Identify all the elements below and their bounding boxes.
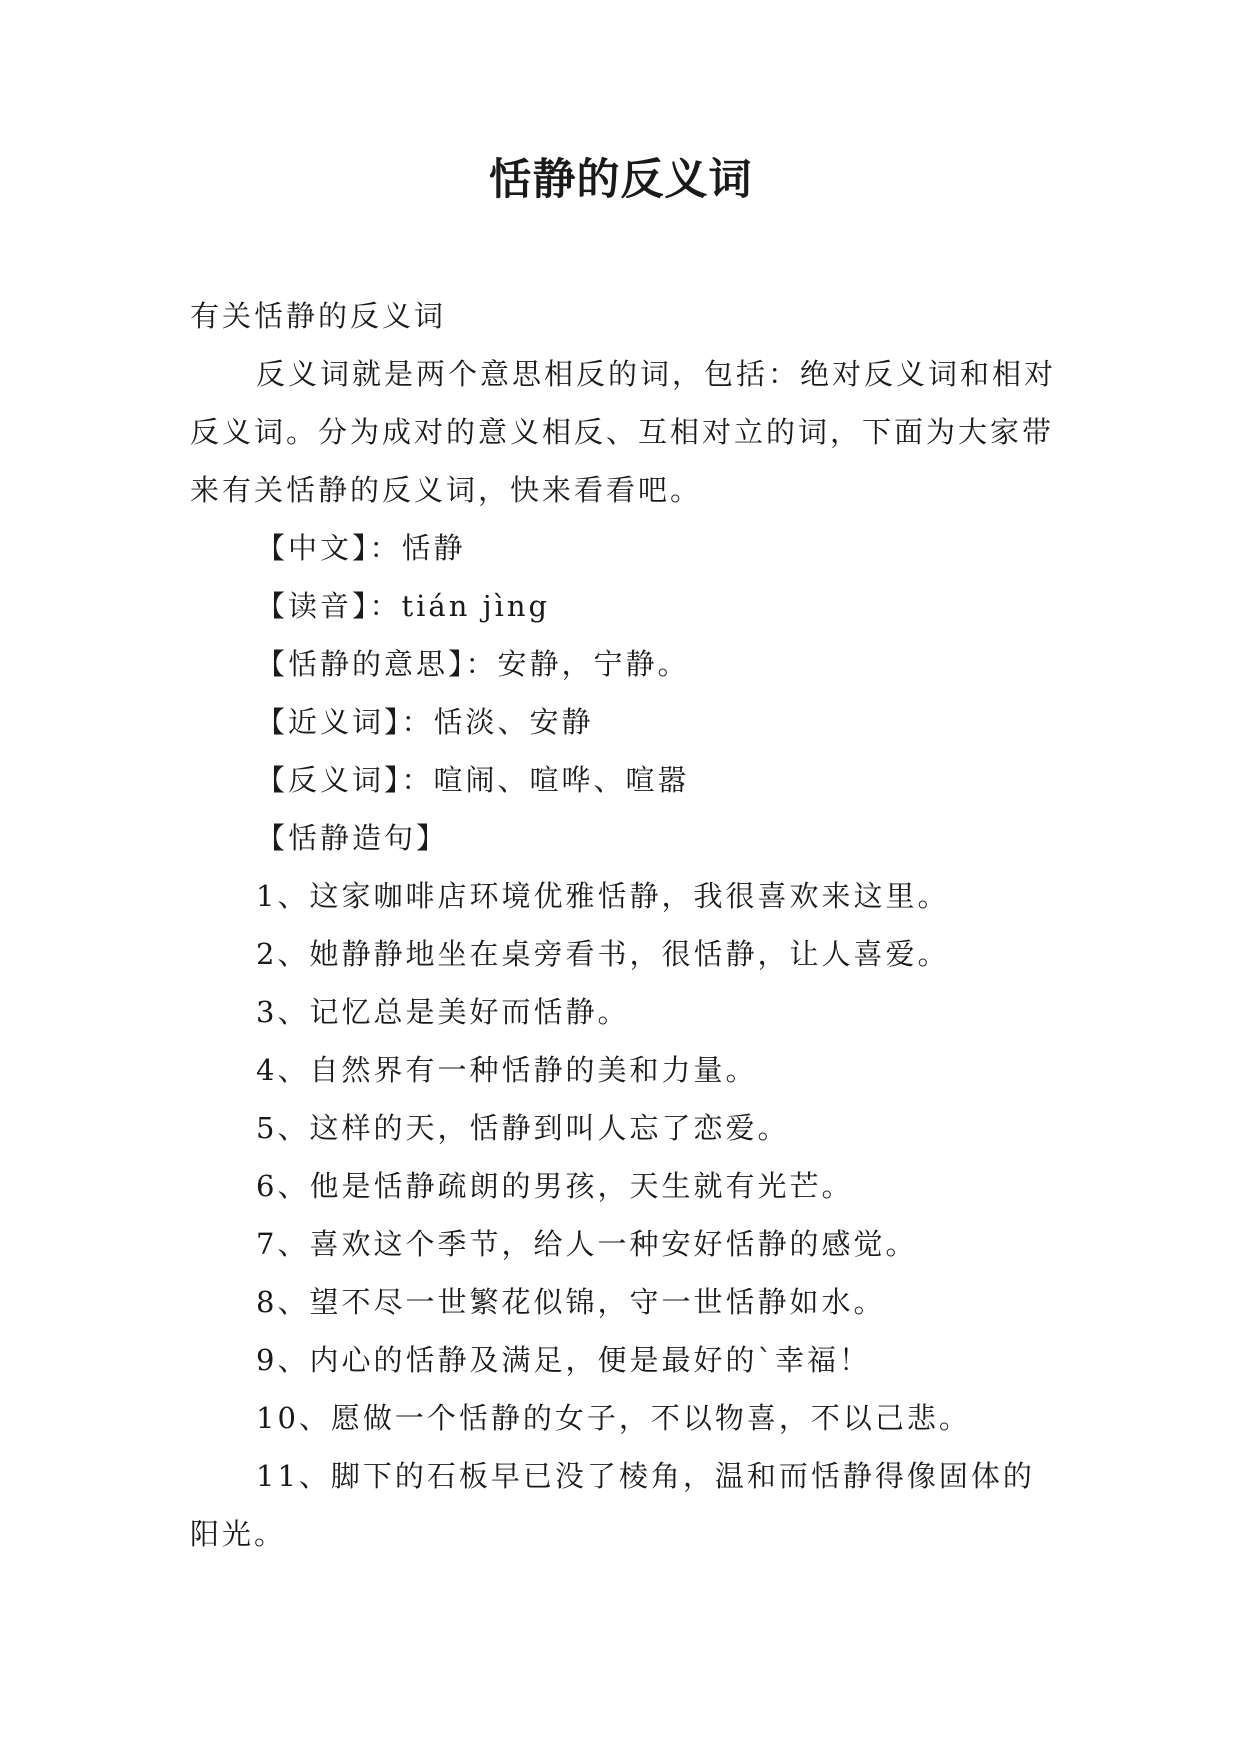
example-sentence: 11、脚下的石板早已没了棱角，温和而恬静得像固体的阳光。 — [190, 1459, 1035, 1551]
document-title: 恬静的反义词 — [488, 155, 753, 205]
entry-synonyms: 【近义词】：恬淡、安静 — [256, 705, 594, 739]
example-sentence: 9、内心的恬静及满足，便是最好的`幸福！ — [256, 1343, 871, 1377]
example-sentence: 5、这样的天，恬静到叫人忘了恋爱。 — [256, 1111, 790, 1145]
example-sentence: 7、喜欢这个季节，给人一种安好恬静的感觉。 — [256, 1227, 918, 1261]
example-sentence: 1、这家咖啡店环境优雅恬静，我很喜欢来这里。 — [256, 879, 950, 913]
example-sentence: 3、记忆总是美好而恬静。 — [256, 995, 630, 1029]
example-sentence: 2、她静静地坐在桌旁看书，很恬静，让人喜爱。 — [256, 937, 950, 971]
section-subtitle: 有关恬静的反义词 — [190, 299, 447, 333]
example-sentence: 6、他是恬静疏朗的男孩，天生就有光芒。 — [256, 1169, 854, 1203]
example-sentence: 4、自然界有一种恬静的美和力量。 — [256, 1053, 758, 1087]
document-body — [190, 287, 1060, 1563]
entry-meaning: 【恬静的意思】：安静，宁静。 — [256, 647, 690, 681]
sentences-heading: 【恬静造句】 — [256, 821, 449, 855]
entry-antonyms: 【反义词】：喧闹、喧哗、喧嚣 — [256, 763, 690, 797]
entry-pinyin: 【读音】：tián jìng — [256, 589, 551, 623]
example-sentence: 10、愿做一个恬静的女子，不以物喜，不以己悲。 — [256, 1401, 971, 1435]
entry-chinese: 【中文】：恬静 — [256, 531, 466, 565]
intro-paragraph: 反义词就是两个意思相反的词，包括：绝对反义词和相对反义词。分为成对的意义相反、互相对立的词，下面为大家带来有关恬静的反义词，快来看看吧。 — [190, 357, 1057, 507]
example-sentence: 8、望不尽一世繁花似锦，守一世恬静如水。 — [256, 1285, 886, 1319]
